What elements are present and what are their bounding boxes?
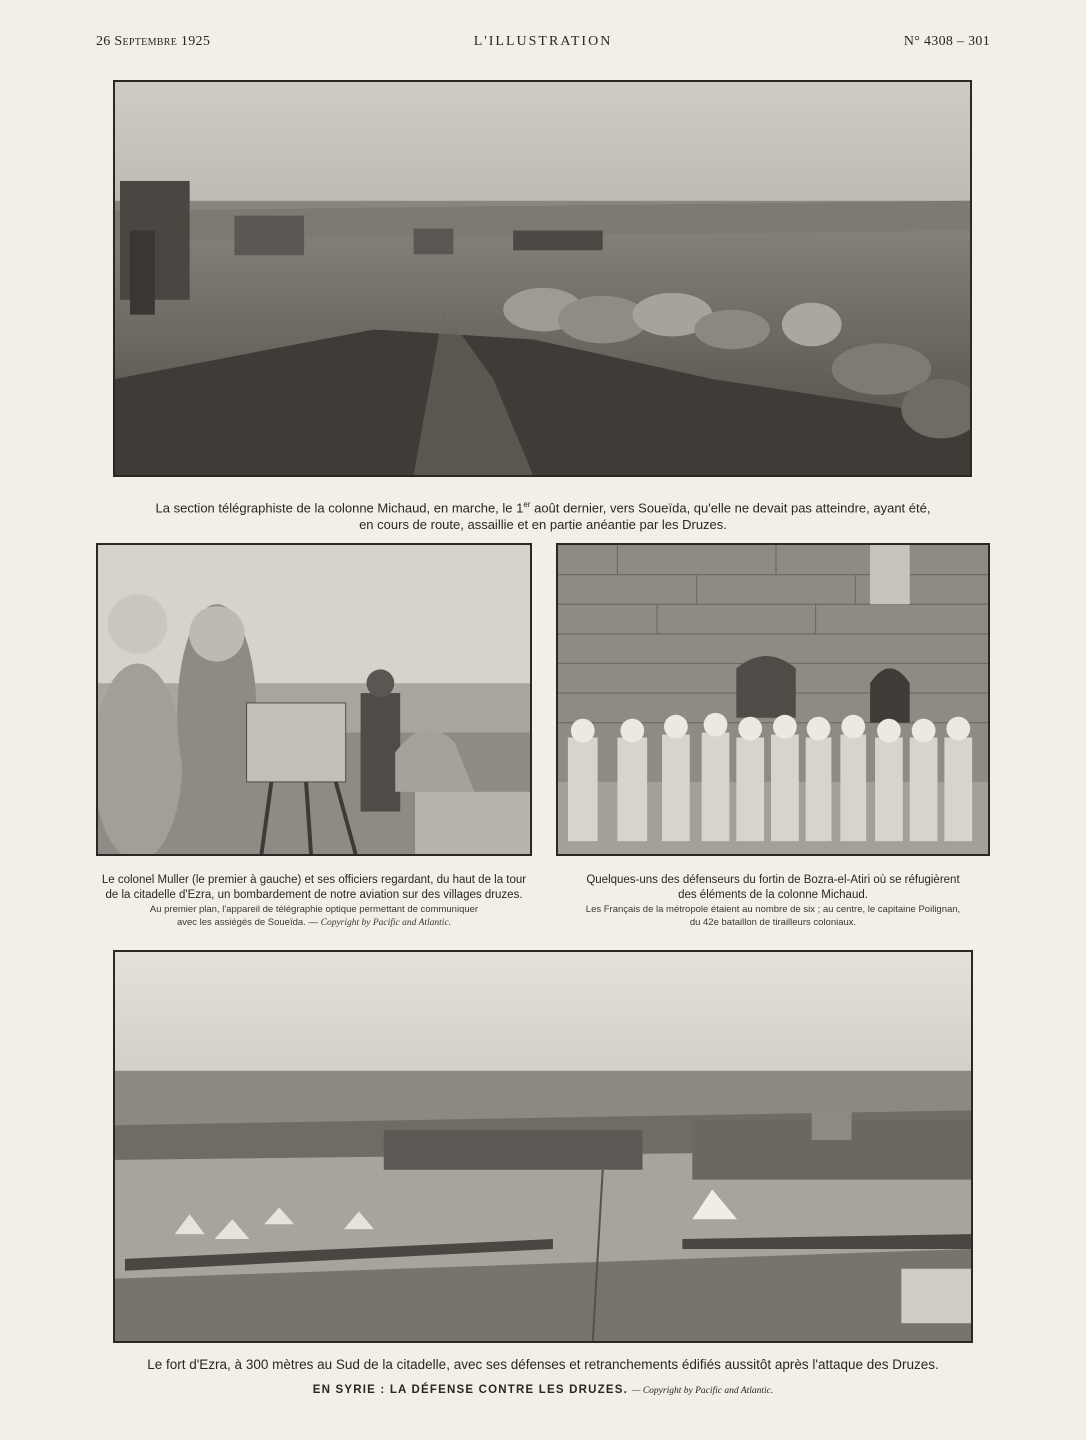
- note-line: Les Français de la métropole étaient au nombre de six ; au centre, le capitaine Poilignan,: [585, 904, 961, 915]
- note-officers-tower: [80, 903, 548, 930]
- caption-officers-tower: [80, 873, 548, 903]
- page-headline: EN SYRIE : LA DÉFENSE CONTRE LES DRUZES.: [312, 1384, 629, 1396]
- caption-line: Quelques-uns des défenseurs du fortin de Bozra-el-Atiri où se réfugièrent: [586, 874, 960, 886]
- caption-line: août dernier, vers Soueïda, qu'elle ne devait pas atteindre, ayant été,: [530, 500, 931, 516]
- copyright-credit: Copyright by Pacific and Atlantic.: [320, 918, 452, 928]
- copyright-credit: — Copyright by Pacific and Atlantic.: [632, 1386, 774, 1396]
- note-line: Au premier plan, l'appareil de télégraphie optique permettant de communiquer: [149, 904, 479, 915]
- caption-fort-ezra: Le fort d'Ezra, à 300 mètres au Sud de la citadelle, avec ses défenses et retranchements édifiés aussitôt après l'attaque des Druzes.: [147, 1357, 939, 1372]
- note-defenders-fort: [556, 903, 990, 929]
- page-headline-row: [113, 1380, 973, 1398]
- caption-superscript: er: [523, 500, 531, 509]
- note-line: avec les assiégés de Soueïda. —: [176, 917, 321, 928]
- photo-telegraph-column: [113, 80, 972, 477]
- photo-officers-tower: [96, 543, 532, 856]
- caption-line: de la citadelle d'Ezra, un bombardement de notre aviation sur des villages druzes.: [105, 889, 523, 901]
- caption-defenders-fort: [556, 873, 990, 903]
- magazine-title: L'ILLUSTRATION: [473, 34, 613, 49]
- caption-line: Le colonel Muller (le premier à gauche) et ses officiers regardant, du haut de la tour: [101, 874, 527, 886]
- caption-line: en cours de route, assaillie et en partie anéantie par les Druzes.: [359, 517, 727, 533]
- note-line: du 42e bataillon de tirailleurs coloniaux.: [689, 917, 857, 928]
- caption-telegraph-column: [120, 496, 966, 533]
- issue-date: 26 Septembre 1925: [96, 34, 211, 49]
- caption-line: des éléments de la colonne Michaud.: [678, 889, 868, 901]
- photo-defenders-fort: [556, 543, 990, 856]
- issue-number: N° 4308 – 301: [903, 34, 990, 49]
- caption-line: La section télégraphiste de la colonne Michaud, en marche, le 1: [155, 500, 524, 516]
- photo-fort-ezra: [113, 950, 973, 1343]
